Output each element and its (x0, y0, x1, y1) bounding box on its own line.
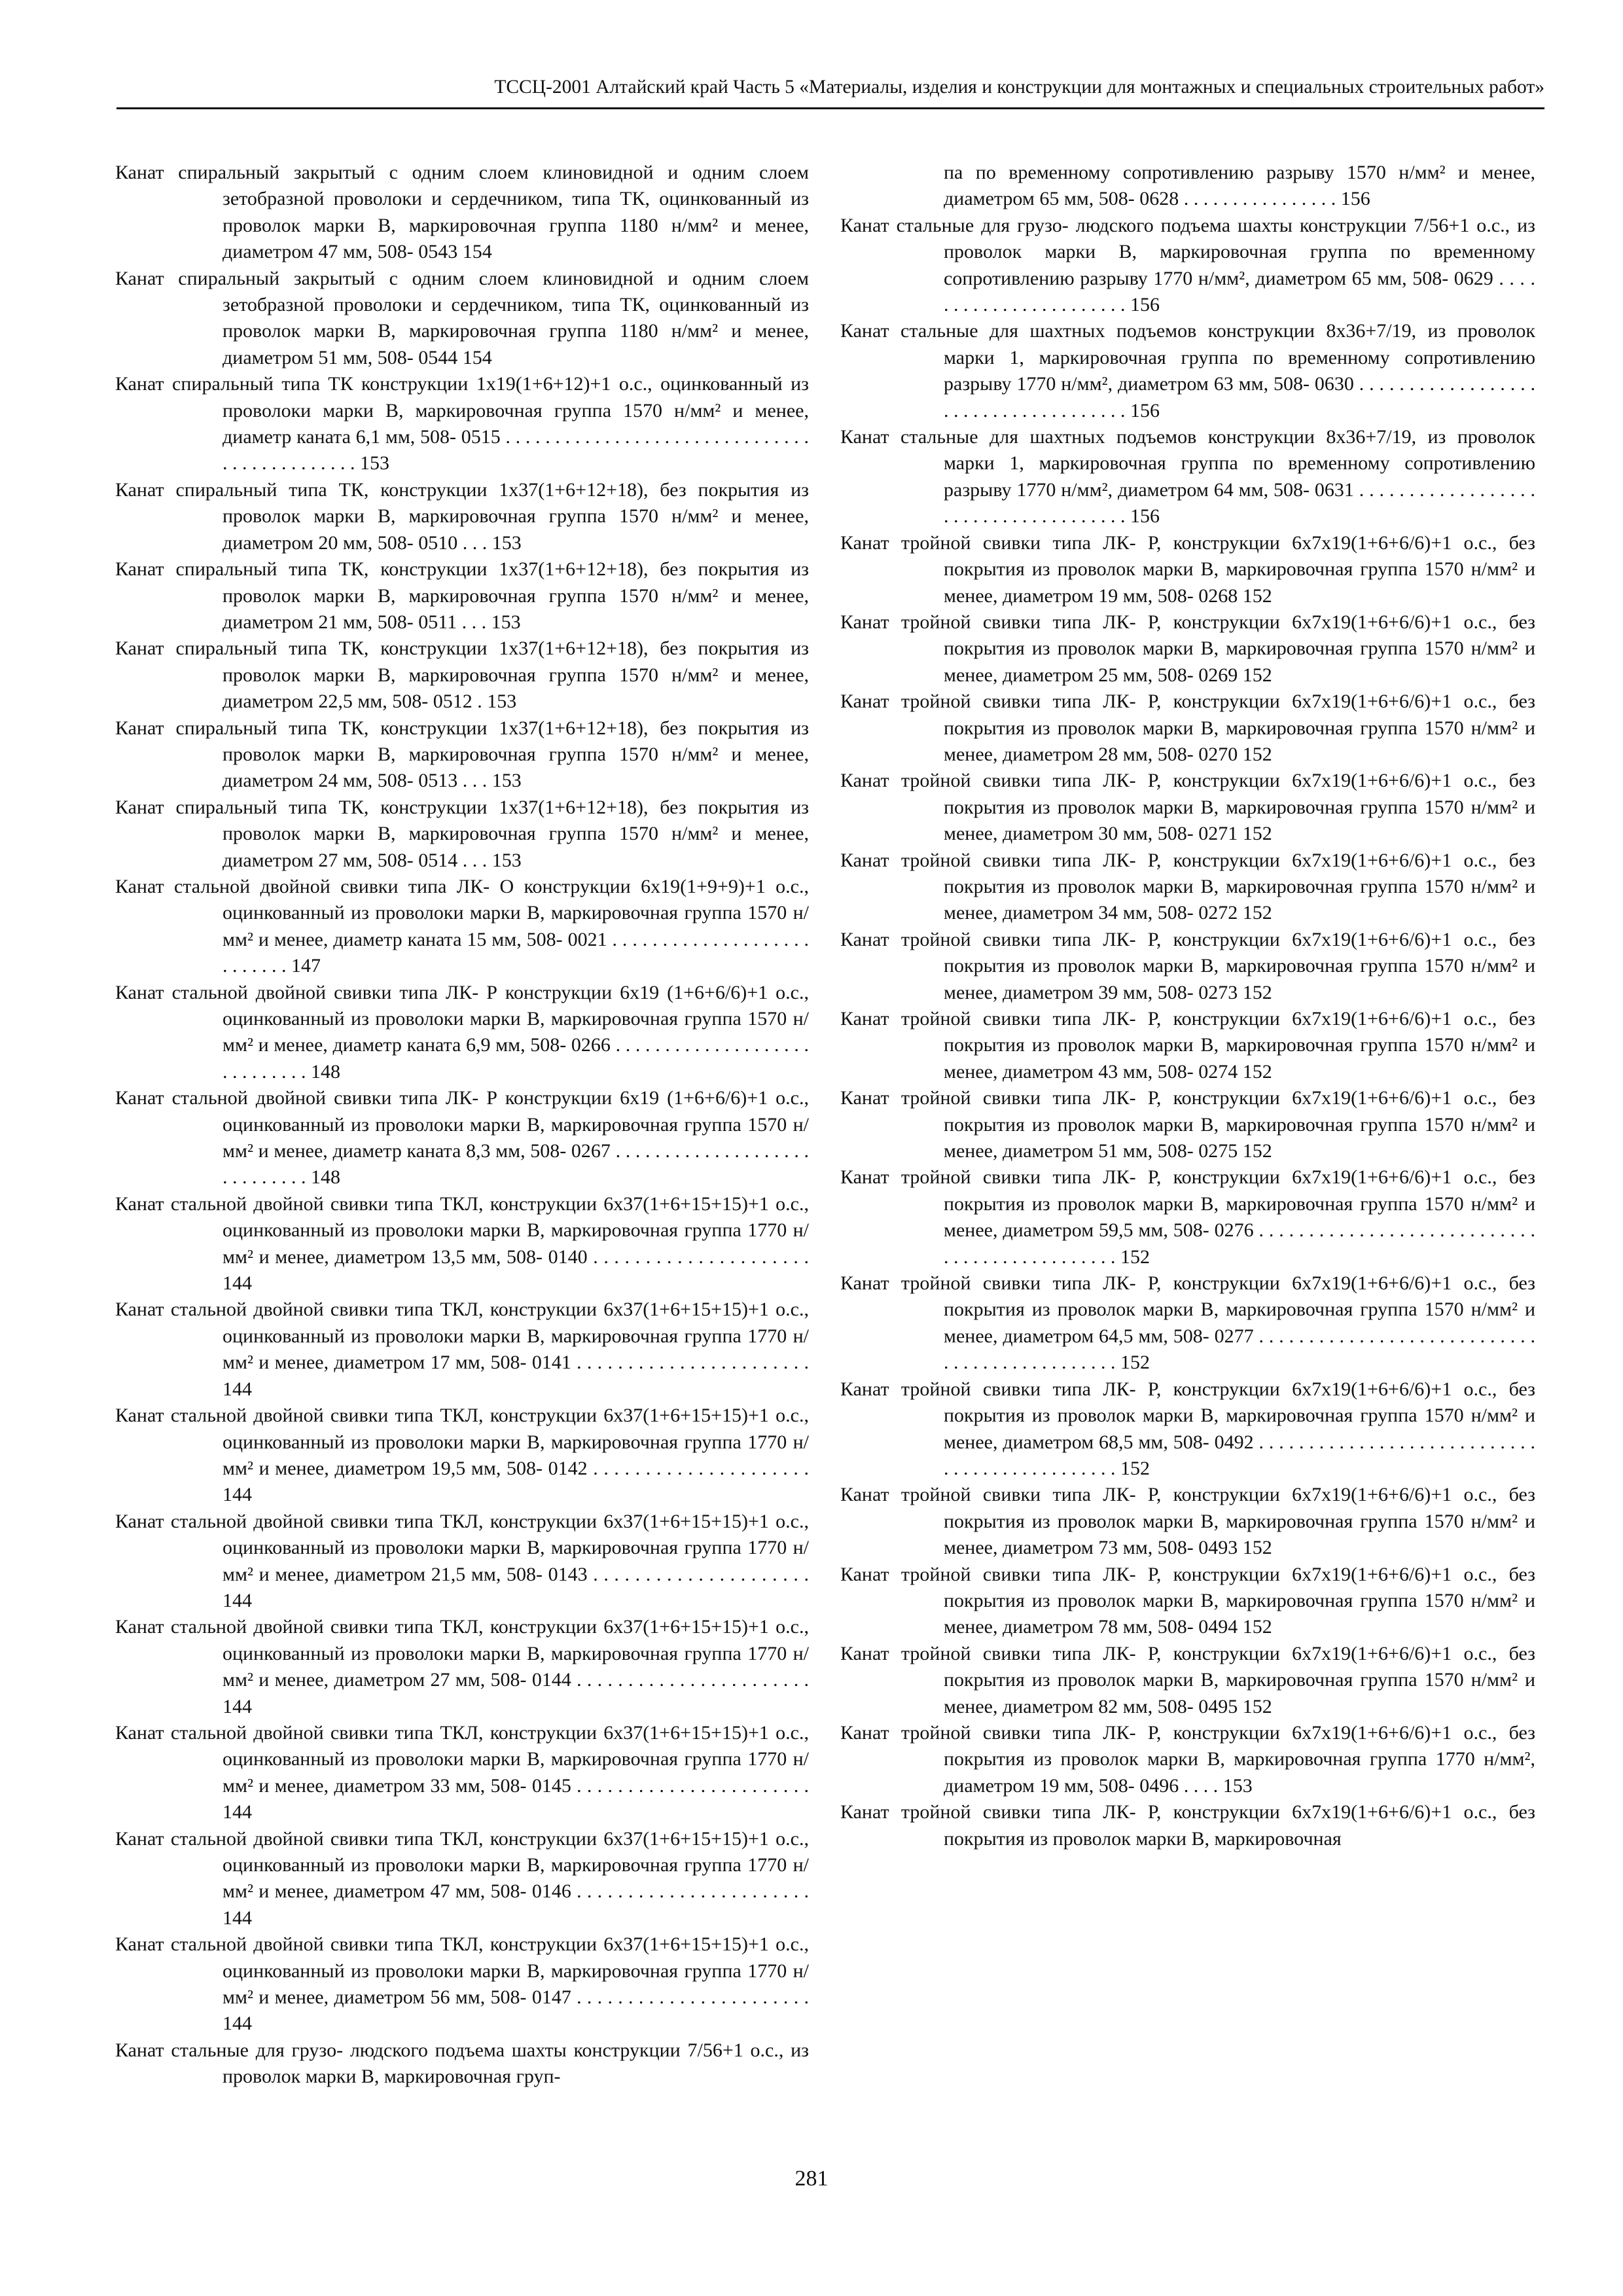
index-entry: Канат спиральный типа ТК, конструкции 1х37(1+6+12+18), без покрытия из проволок марки В, маркировочная группа 1570 н/мм² и менее, диаметром 24 мм, 508- 0513 . . . 153 (115, 717, 809, 792)
index-entry: Канат стальные для шахтных подъемов конструкции 8х36+7/19, из проволок марки 1, маркировочная группа по временному сопротивлению разрыву 1770 н/мм², диаметром 63 мм, 508- 0630 . . . . . . . . . . . . . . . . . . . . . . . . . . . . . . . . . . . . . 156 (840, 320, 1535, 422)
index-entry: Канат тройной свивки типа ЛК- Р, конструкции 6х7х19(1+6+6/6)+1 о.с., без покрытия из проволок марки В, маркировочная группа 1570 н/мм² и менее, диаметром 28 мм, 508- 0270 152 (840, 691, 1535, 765)
index-entry: Канат тройной свивки типа ЛК- Р, конструкции 6х7х19(1+6+6/6)+1 о.с., без покрытия из проволок марки В, маркировочная группа 1570 н/мм² и менее, диаметром 34 мм, 508- 0272 152 (840, 849, 1535, 924)
index-entry: Канат стальной двойной свивки типа ТКЛ, конструкции 6х37(1+6+15+15)+1 о.с., оцинкованный из проволоки марки В, маркировочная группа 1770 н/мм² и менее, диаметром 21,5 мм, 508- 0143 . . . . . . . . . . . . . . . . . . . . . 144 (115, 1510, 809, 1611)
index-entry: Канат тройной свивки типа ЛК- Р, конструкции 6х7х19(1+6+6/6)+1 о.с., без покрытия из проволок марки В, маркировочная группа 1570 н/мм² и менее, диаметром 78 мм, 508- 0494 152 (840, 1563, 1535, 1638)
index-entry: Канат спиральный типа ТК, конструкции 1х37(1+6+12+18), без покрытия из проволок марки В, маркировочная группа 1570 н/мм² и менее, диаметром 22,5 мм, 508- 0512 . 153 (115, 637, 809, 713)
index-entry: Канат тройной свивки типа ЛК- Р, конструкции 6х7х19(1+6+6/6)+1 о.с., без покрытия из проволок марки В, маркировочная (840, 1801, 1535, 1850)
index-entry: Канат спиральный типа ТК, конструкции 1х37(1+6+12+18), без покрытия из проволок марки В, маркировочная группа 1570 н/мм² и менее, диаметром 21 мм, 508- 0511 . . . 153 (115, 558, 809, 633)
index-entry: Канат тройной свивки типа ЛК- Р, конструкции 6х7х19(1+6+6/6)+1 о.с., без покрытия из проволок марки В, маркировочная группа 1570 н/мм² и менее, диаметром 39 мм, 508- 0273 152 (840, 928, 1535, 1003)
index-entry: Канат спиральный типа ТК, конструкции 1х37(1+6+12+18), без покрытия из проволок марки В, маркировочная группа 1570 н/мм² и менее, диаметром 20 мм, 508- 0510 . . . 153 (115, 478, 809, 554)
index-entry: Канат тройной свивки типа ЛК- Р, конструкции 6х7х19(1+6+6/6)+1 о.с., без покрытия из проволок марки В, маркировочная группа 1570 н/мм² и менее, диаметром 51 мм, 508- 0275 152 (840, 1087, 1535, 1162)
right-column (840, 160, 1535, 1852)
index-entry: Канат стальной двойной свивки типа ТКЛ, конструкции 6х37(1+6+15+15)+1 о.с., оцинкованный из проволоки марки В, маркировочная группа 1770 н/мм² и менее, диаметром 27 мм, 508- 0144 . . . . . . . . . . . . . . . . . . . . . . . 144 (115, 1616, 809, 1717)
index-entry: Канат стальной двойной свивки типа ЛК- Р конструкции 6х19 (1+6+6/6)+1 о.с., оцинкованный из проволоки марки В, маркировочная группа 1570 н/мм² и менее, диаметр каната 8,3 мм, 508- 0267 . . . . . . . . . . . . . . . . . . . . . . . . . . . . . 148 (115, 1087, 809, 1189)
index-entry: Канат тройной свивки типа ЛК- Р, конструкции 6х7х19(1+6+6/6)+1 о.с., без покрытия из проволок марки В, маркировочная группа 1570 н/мм² и менее, диаметром 43 мм, 508- 0274 152 (840, 1008, 1535, 1083)
header-title: ТССЦ-2001 Алтайский край Часть 5 «Материалы, изделия и конструкции для монтажных и специальных строительных работ» (494, 77, 1544, 98)
index-entry: Канат тройной свивки типа ЛК- Р, конструкции 6х7х19(1+6+6/6)+1 о.с., без покрытия из проволок марки В, маркировочная группа 1570 н/мм² и менее, диаметром 64,5 мм, 508- 0277 . . . . . . . . . . . . . . . . . . . . . . . . . . . . . . . . . . . . . . . . . . . . . . 152 (840, 1272, 1535, 1374)
index-entry: Канат спиральный типа ТК конструкции 1х19(1+6+12)+1 о.с., оцинкованный из проволоки марки В, маркировочная группа 1570 н/мм² и менее, диаметр каната 6,1 мм, 508- 0515 . . . . . . . . . . . . . . . . . . . . . . . . . . . . . . . . . . . . . . . . . . . . . 153 (115, 373, 809, 475)
index-entry: Канат тройной свивки типа ЛК- Р, конструкции 6х7х19(1+6+6/6)+1 о.с., без покрытия из проволок марки В, маркировочная группа 1570 н/мм² и менее, диаметром 25 мм, 508- 0269 152 (840, 611, 1535, 686)
index-entry: па по временному сопротивлению разрыву 1570 н/мм² и менее, диаметром 65 мм, 508- 0628 . . . . . . . . . . . . . . . . 156 (944, 162, 1535, 210)
left-column (115, 160, 809, 2090)
index-entry: Канат спиральный закрытый с одним слоем клиновидной и одним слоем зетобразной проволоки и сердечником, типа ТК, оцинкованный из проволок марки В, маркировочная группа 1180 н/мм² и менее, диаметром 51 мм, 508- 0544 154 (115, 267, 809, 368)
index-entry: Канат тройной свивки типа ЛК- Р, конструкции 6х7х19(1+6+6/6)+1 о.с., без покрытия из проволок марки В, маркировочная группа 1570 н/мм² и менее, диаметром 59,5 мм, 508- 0276 . . . . . . . . . . . . . . . . . . . . . . . . . . . . . . . . . . . . . . . . . . . . . . 152 (840, 1166, 1535, 1268)
index-entry: Канат тройной свивки типа ЛК- Р, конструкции 6х7х19(1+6+6/6)+1 о.с., без покрытия из проволок марки В, маркировочная группа 1570 н/мм² и менее, диаметром 19 мм, 508- 0268 152 (840, 531, 1535, 607)
index-entry: Канат стальные для грузо- людского подъема шахты конструкции 7/56+1 о.с., из проволок марки В, маркировочная груп- (115, 2039, 809, 2088)
index-entry: Канат тройной свивки типа ЛК- Р, конструкции 6х7х19(1+6+6/6)+1 о.с., без покрытия из проволок марки В, маркировочная группа 1570 н/мм² и менее, диаметром 68,5 мм, 508- 0492 . . . . . . . . . . . . . . . . . . . . . . . . . . . . . . . . . . . . . . . . . . . . . . 152 (840, 1378, 1535, 1479)
index-entry: Канат стальной двойной свивки типа ТКЛ, конструкции 6х37(1+6+15+15)+1 о.с., оцинкованный из проволоки марки В, маркировочная группа 1770 н/мм² и менее, диаметром 13,5 мм, 508- 0140 . . . . . . . . . . . . . . . . . . . . . 144 (115, 1193, 809, 1295)
index-entry: Канат стальной двойной свивки типа ЛК- Р конструкции 6х19 (1+6+6/6)+1 о.с., оцинкованный из проволоки марки В, маркировочная группа 1570 н/мм² и менее, диаметр каната 6,9 мм, 508- 0266 . . . . . . . . . . . . . . . . . . . . . . . . . . . . . 148 (115, 981, 809, 1083)
index-entry: Канат тройной свивки типа ЛК- Р, конструкции 6х7х19(1+6+6/6)+1 о.с., без покрытия из проволок марки В, маркировочная группа 1570 н/мм² и менее, диаметром 82 мм, 508- 0495 152 (840, 1642, 1535, 1717)
index-entry: Канат стальной двойной свивки типа ТКЛ, конструкции 6х37(1+6+15+15)+1 о.с., оцинкованный из проволоки марки В, маркировочная группа 1770 н/мм² и менее, диаметром 19,5 мм, 508- 0142 . . . . . . . . . . . . . . . . . . . . . 144 (115, 1405, 809, 1506)
page-header (116, 73, 1544, 109)
index-entry: Канат стальной двойной свивки типа ТКЛ, конструкции 6х37(1+6+15+15)+1 о.с., оцинкованный из проволоки марки В, маркировочная группа 1770 н/мм² и менее, диаметром 56 мм, 508- 0147 . . . . . . . . . . . . . . . . . . . . . . . 144 (115, 1933, 809, 2035)
page-number: 281 (794, 2166, 829, 2191)
index-entry: Канат стальной двойной свивки типа ТКЛ, конструкции 6х37(1+6+15+15)+1 о.с., оцинкованный из проволоки марки В, маркировочная группа 1770 н/мм² и менее, диаметром 33 мм, 508- 0145 . . . . . . . . . . . . . . . . . . . . . . . 144 (115, 1721, 809, 1823)
index-entry: Канат стальные для шахтных подъемов конструкции 8х36+7/19, из проволок марки 1, маркировочная группа по временному сопротивлению разрыву 1770 н/мм², диаметром 64 мм, 508- 0631 . . . . . . . . . . . . . . . . . . . . . . . . . . . . . . . . . . . . . 156 (840, 426, 1535, 528)
index-entry: Канат стальной двойной свивки типа ТКЛ, конструкции 6х37(1+6+15+15)+1 о.с., оцинкованный из проволоки марки В, маркировочная группа 1770 н/мм² и менее, диаметром 17 мм, 508- 0141 . . . . . . . . . . . . . . . . . . . . . . . 144 (115, 1299, 809, 1400)
index-entry: Канат стальной двойной свивки типа ТКЛ, конструкции 6х37(1+6+15+15)+1 о.с., оцинкованный из проволоки марки В, маркировочная группа 1770 н/мм² и менее, диаметром 47 мм, 508- 0146 . . . . . . . . . . . . . . . . . . . . . . . 144 (115, 1827, 809, 1929)
index-entry: Канат тройной свивки типа ЛК- Р, конструкции 6х7х19(1+6+6/6)+1 о.с., без покрытия из проволок марки В, маркировочная группа 1770 н/мм², диаметром 19 мм, 508- 0496 . . . . 153 (840, 1721, 1535, 1797)
index-entry: Канат стальной двойной свивки типа ЛК- О конструкции 6х19(1+9+9)+1 о.с., оцинкованный из проволоки марки В, маркировочная группа 1570 н/мм² и менее, диаметр каната 15 мм, 508- 0021 . . . . . . . . . . . . . . . . . . . . . . . . . . . 147 (115, 875, 809, 977)
index-entry: Канат спиральный закрытый с одним слоем клиновидной и одним слоем зетобразной проволоки и сердечником, типа ТК, оцинкованный из проволок марки В, маркировочная группа 1180 н/мм² и менее, диаметром 47 мм, 508- 0543 154 (115, 162, 809, 263)
index-entry: Канат тройной свивки типа ЛК- Р, конструкции 6х7х19(1+6+6/6)+1 о.с., без покрытия из проволок марки В, маркировочная группа 1570 н/мм² и менее, диаметром 30 мм, 508- 0271 152 (840, 770, 1535, 845)
index-entry: Канат тройной свивки типа ЛК- Р, конструкции 6х7х19(1+6+6/6)+1 о.с., без покрытия из проволок марки В, маркировочная группа 1570 н/мм² и менее, диаметром 73 мм, 508- 0493 152 (840, 1484, 1535, 1559)
index-entry: Канат спиральный типа ТК, конструкции 1х37(1+6+12+18), без покрытия из проволок марки В, маркировочная группа 1570 н/мм² и менее, диаметром 27 мм, 508- 0514 . . . 153 (115, 796, 809, 871)
index-entry: Канат стальные для грузо- людского подъема шахты конструкции 7/56+1 о.с., из проволок марки В, маркировочная группа по временному сопротивлению разрыву 1770 н/мм², диаметром 65 мм, 508- 0629 . . . . . . . . . . . . . . . . . . . . . . . 156 (840, 214, 1535, 316)
